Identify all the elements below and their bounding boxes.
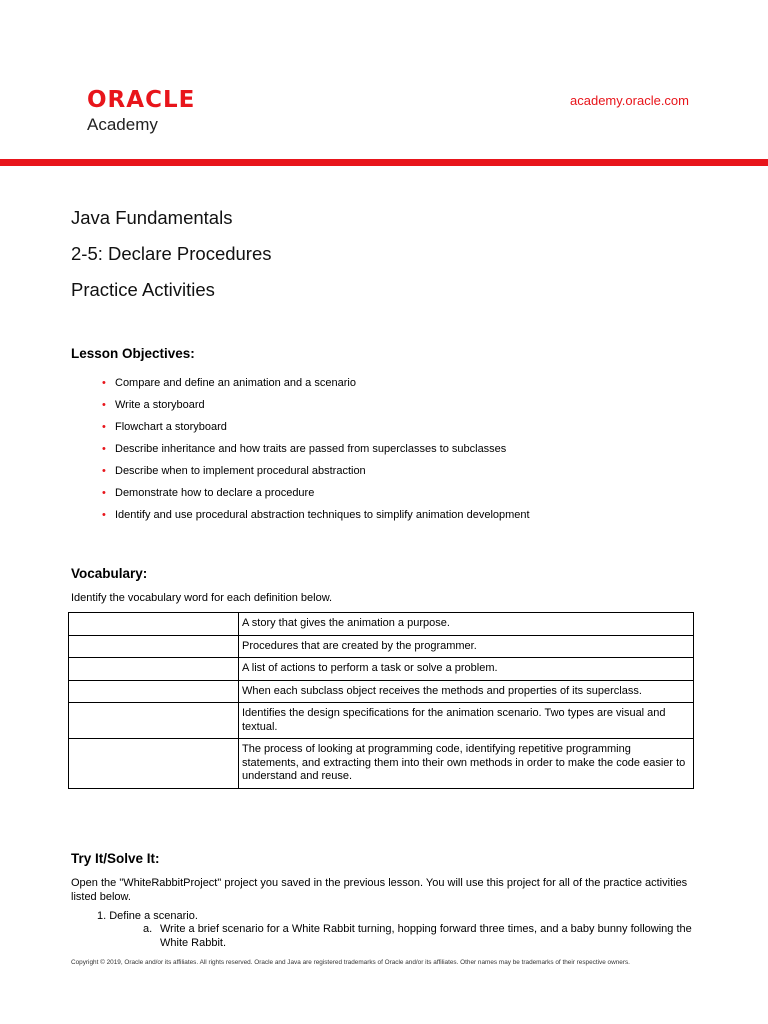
bullet-icon: • bbox=[102, 421, 106, 433]
vocabulary-term-cell[interactable] bbox=[69, 658, 239, 681]
vocabulary-row bbox=[69, 658, 694, 681]
doc-type-title: Practice Activities bbox=[71, 279, 215, 300]
academy-logo-word: Academy bbox=[87, 115, 158, 134]
try-it-instructions: Open the "WhiteRabbitProject" project you saved in the previous lesson. You will use this project for all of the practice activities listed below. bbox=[71, 877, 688, 903]
course-title: Java Fundamentals bbox=[71, 207, 233, 228]
objectives-heading: Lesson Objectives: bbox=[71, 346, 195, 361]
vocabulary-table bbox=[68, 612, 694, 789]
objective-item bbox=[102, 372, 530, 394]
objective-item bbox=[102, 416, 530, 438]
objective-item bbox=[102, 460, 530, 482]
objectives-list bbox=[102, 372, 530, 526]
try-it-heading: Try It/Solve It: bbox=[71, 851, 160, 866]
objective-text: Write a storyboard bbox=[115, 399, 205, 411]
vocabulary-definition-cell: Identifies the design specifications for the animation scenario. Two types are visual and textual. bbox=[239, 703, 694, 739]
vocabulary-term-cell[interactable] bbox=[69, 739, 239, 789]
vocabulary-definition-cell: A list of actions to perform a task or solve a problem. bbox=[239, 658, 694, 681]
objective-text: Identify and use procedural abstraction techniques to simplify animation development bbox=[115, 509, 530, 521]
bullet-icon: • bbox=[102, 377, 106, 389]
vocabulary-row bbox=[69, 703, 694, 739]
vocabulary-term-cell[interactable] bbox=[69, 680, 239, 703]
academy-site-link[interactable]: academy.oracle.com bbox=[570, 93, 689, 108]
step-1a-label: a. bbox=[143, 923, 153, 935]
vocabulary-row bbox=[69, 613, 694, 636]
objective-text: Describe when to implement procedural abstraction bbox=[115, 465, 366, 477]
objective-text: Demonstrate how to declare a procedure bbox=[115, 487, 315, 499]
step-1a-text: Write a brief scenario for a White Rabbit turning, hopping forward three times, and a baby bunny following the White Rabbit. bbox=[160, 923, 692, 949]
vocabulary-term-cell[interactable] bbox=[69, 613, 239, 636]
bullet-icon: • bbox=[102, 465, 106, 477]
vocabulary-row bbox=[69, 739, 694, 789]
vocabulary-definition-cell: A story that gives the animation a purpose. bbox=[239, 613, 694, 636]
objective-item bbox=[102, 504, 530, 526]
bullet-icon: • bbox=[102, 399, 106, 411]
vocabulary-term-cell[interactable] bbox=[69, 703, 239, 739]
step-1: 1. Define a scenario. bbox=[97, 910, 198, 922]
objective-item bbox=[102, 438, 530, 460]
vocabulary-heading: Vocabulary: bbox=[71, 566, 148, 581]
lesson-title: 2-5: Declare Procedures bbox=[71, 243, 272, 264]
vocabulary-instructions: Identify the vocabulary word for each definition below. bbox=[71, 592, 333, 604]
oracle-academy-logo bbox=[87, 88, 195, 135]
objective-text: Compare and define an animation and a scenario bbox=[115, 377, 356, 389]
copyright-footer: Copyright © 2019, Oracle and/or its affiliates. All rights reserved. Oracle and Java are registered trademarks of Oracle and/or its affiliates. Other names may be trademarks of their respective owners. bbox=[71, 959, 630, 966]
vocabulary-row bbox=[69, 680, 694, 703]
vocabulary-term-cell[interactable] bbox=[69, 635, 239, 658]
objective-text: Flowchart a storyboard bbox=[115, 421, 227, 433]
bullet-icon: • bbox=[102, 487, 106, 499]
vocabulary-definition-cell: Procedures that are created by the programmer. bbox=[239, 635, 694, 658]
bullet-icon: • bbox=[102, 509, 106, 521]
oracle-logo-word: ORACLE bbox=[87, 87, 196, 113]
header-divider bbox=[0, 159, 768, 166]
objective-item bbox=[102, 482, 530, 504]
objective-item bbox=[102, 394, 530, 416]
bullet-icon: • bbox=[102, 443, 106, 455]
vocabulary-definition-cell: The process of looking at programming code, identifying repetitive programming statements, and extracting them into their own methods in order to make the code easier to understand and reuse. bbox=[239, 739, 694, 789]
step-1a bbox=[143, 923, 693, 950]
vocabulary-row bbox=[69, 635, 694, 658]
objective-text: Describe inheritance and how traits are passed from superclasses to subclasses bbox=[115, 443, 507, 455]
document-titles bbox=[71, 200, 272, 308]
vocabulary-definition-cell: When each subclass object receives the methods and properties of its superclass. bbox=[239, 680, 694, 703]
